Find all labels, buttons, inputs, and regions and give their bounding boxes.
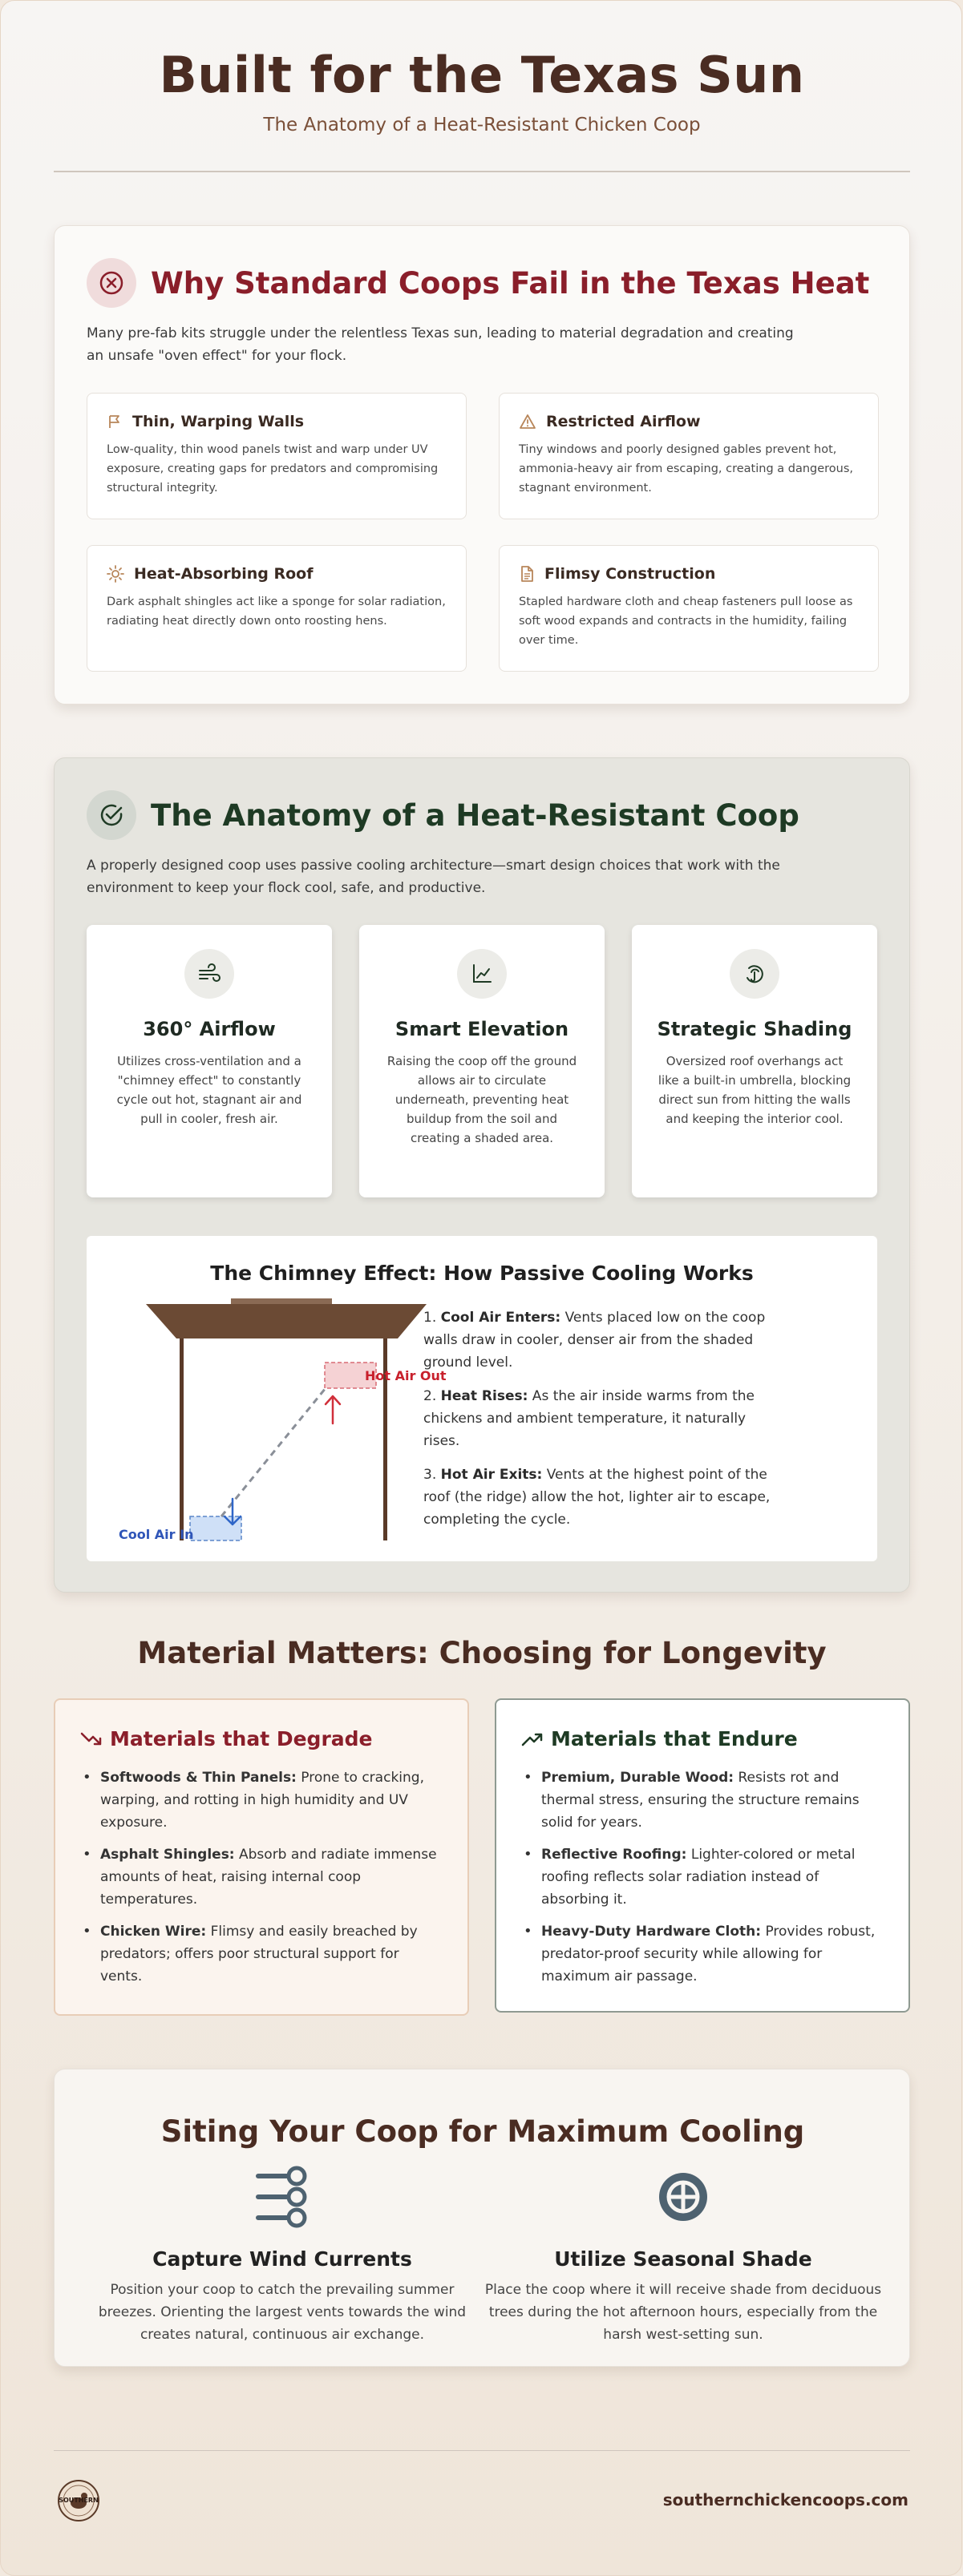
siting-item <box>82 2159 483 2346</box>
list-item: • Asphalt Shingles: Absorb and radiate immense amounts of heat, raising internal coop temperatures. <box>79 1843 443 1911</box>
wind-icon <box>184 949 234 999</box>
degrade-title: Materials that Degrade <box>110 1727 373 1750</box>
hot-air-arrow-icon <box>326 1396 340 1423</box>
materials-endure-card <box>495 1698 910 2013</box>
feature-card <box>87 925 332 1197</box>
document-icon <box>519 565 535 583</box>
list-item: • Heavy-Duty Hardware Cloth: Provides robust, predator-proof security while allowing for maximum air passage. <box>520 1920 884 1988</box>
siting-item-text: Position your coop to catch the prevailing summer breezes. Orienting the largest vents towards the wind creates natural, continuous air exchange. <box>98 2282 467 2343</box>
fail-item <box>499 393 879 519</box>
shade-circle-icon <box>483 2159 884 2235</box>
fail-section-header <box>87 258 869 308</box>
anatomy-section-header <box>87 790 799 840</box>
footer-divider <box>54 2450 910 2451</box>
list-item: • Premium, Durable Wood: Resists rot and thermal stress, ensuring the structure remains solid for years. <box>520 1766 884 1834</box>
anatomy-section-title: The Anatomy of a Heat-Resistant Coop <box>151 797 799 833</box>
umbrella-icon <box>730 949 779 999</box>
list-item: • Chicken Wire: Flimsy and easily breached by predators; offers poor structural support for vents. <box>79 1920 443 1988</box>
trend-down-icon <box>79 1730 103 1749</box>
trend-up-icon <box>520 1730 544 1749</box>
footer-url[interactable]: southernchickencoops.com <box>662 2490 908 2509</box>
cool-air-vent <box>190 1516 241 1540</box>
company-logo <box>57 2479 100 2522</box>
chimney-title: The Chimney Effect: How Passive Cooling Works <box>210 1262 754 1285</box>
header-divider <box>54 171 910 172</box>
chimney-step: 2. Heat Rises: As the air inside warms from the chickens and ambient temperature, it naturally rises. <box>423 1388 755 1449</box>
cool-air-label: Cool Air In <box>119 1527 194 1542</box>
feature-title: 360° Airflow <box>143 1018 276 1040</box>
svg-text:SOUTHERN: SOUTHERN <box>59 2497 99 2504</box>
fail-item-text: Low-quality, thin wood panels twist and warp under UV exposure, creating gaps for predators and compromising structural integrity. <box>107 443 439 495</box>
coop-wall-left <box>180 1338 184 1540</box>
materials-degrade-card <box>54 1698 469 2016</box>
fail-section-title: Why Standard Coops Fail in the Texas Heat <box>151 265 870 301</box>
fail-item <box>87 393 467 519</box>
x-circle-icon <box>87 258 136 308</box>
fail-item-title: Flimsy Construction <box>544 565 716 583</box>
siting-item-text: Place the coop where it will receive shade from deciduous trees during the hot afternoon hours, especially from the harsh west-setting sun. <box>484 2282 882 2343</box>
chart-line-icon <box>457 949 507 999</box>
hot-air-label: Hot Air Out <box>365 1368 447 1383</box>
feature-title: Smart Elevation <box>395 1018 569 1040</box>
fail-section <box>54 225 910 705</box>
feature-title: Strategic Shading <box>657 1018 852 1040</box>
siting-title: Siting Your Coop for Maximum Cooling <box>160 2114 805 2149</box>
list-item: • Softwoods & Thin Panels: Prone to cracking, warping, and rotting in high humidity and UV exposure. <box>79 1766 443 1834</box>
chimney-step: 1. Cool Air Enters: Vents placed low on the coop walls draw in cooler, denser air from the shaded ground level. <box>423 1310 766 1371</box>
feature-text: Raising the coop off the ground allows air to circulate underneath, preventing heat buildup from the soil and creating a shaded area. <box>386 1054 577 1145</box>
coop-diagram <box>87 1284 447 1561</box>
check-circle-icon <box>87 790 136 840</box>
fail-item-title: Restricted Airflow <box>546 413 701 430</box>
fail-item <box>87 545 467 672</box>
airflow-path <box>221 1388 326 1516</box>
siting-item-title: Capture Wind Currents <box>152 2247 412 2271</box>
flag-icon <box>107 414 123 430</box>
feature-card <box>359 925 605 1197</box>
siting-item <box>483 2159 884 2346</box>
roof-ridge <box>231 1298 332 1305</box>
page-title: Built for the Texas Sun <box>159 46 805 104</box>
materials-title: Material Matters: Choosing for Longevity <box>137 1636 827 1670</box>
coop-roof <box>146 1304 427 1338</box>
page-subtitle: The Anatomy of a Heat-Resistant Chicken Coop <box>263 115 701 135</box>
anatomy-section <box>54 757 910 1593</box>
siting-section <box>54 2069 910 2367</box>
fail-item-title: Thin, Warping Walls <box>132 413 305 430</box>
chimney-steps <box>423 1306 776 1542</box>
fail-item-text: Stapled hardware cloth and cheap fasteners pull loose as soft wood expands and contracts in the humidity, failing over time. <box>519 596 853 647</box>
anatomy-section-description: A properly designed coop uses passive cooling architecture—smart design choices that work with the environment to keep your flock cool, safe, and productive. <box>87 858 780 896</box>
feature-text: Utilizes cross-ventilation and a "chimney effect" to constantly cycle out hot, stagnant air and pull in cooler, fresh air. <box>116 1054 302 1126</box>
fail-item-text: Dark asphalt shingles act like a sponge for solar radiation, radiating heat directly down onto roosting hens. <box>107 596 446 628</box>
endure-title: Materials that Endure <box>551 1727 798 1750</box>
feature-card <box>632 925 877 1197</box>
warning-icon <box>519 414 536 430</box>
fail-item <box>499 545 879 672</box>
siting-item-title: Utilize Seasonal Shade <box>554 2247 812 2271</box>
list-item: • Reflective Roofing: Lighter-colored or metal roofing reflects solar radiation instead of absorbing it. <box>520 1843 884 1911</box>
fail-item-title: Heat-Absorbing Roof <box>134 565 314 583</box>
chimney-step: 3. Hot Air Exits: Vents at the highest point of the roof (the ridge) allow the hot, lighter air to escape, completing the cycle. <box>423 1467 771 1528</box>
wind-sliders-icon <box>82 2159 483 2235</box>
sun-icon <box>107 565 124 583</box>
feature-text: Oversized roof overhangs act like a built-in umbrella, blocking direct sun from hitting the walls and keeping the interior cool. <box>658 1054 852 1126</box>
chimney-effect-panel <box>87 1236 877 1561</box>
fail-section-description: Many pre-fab kits struggle under the relentless Texas sun, leading to material degradation and creating an unsafe "oven effect" for your flock. <box>87 325 794 364</box>
fail-item-text: Tiny windows and poorly designed gables prevent hot, ammonia-heavy air from escaping, creating a dangerous, stagnant environment. <box>519 443 854 495</box>
